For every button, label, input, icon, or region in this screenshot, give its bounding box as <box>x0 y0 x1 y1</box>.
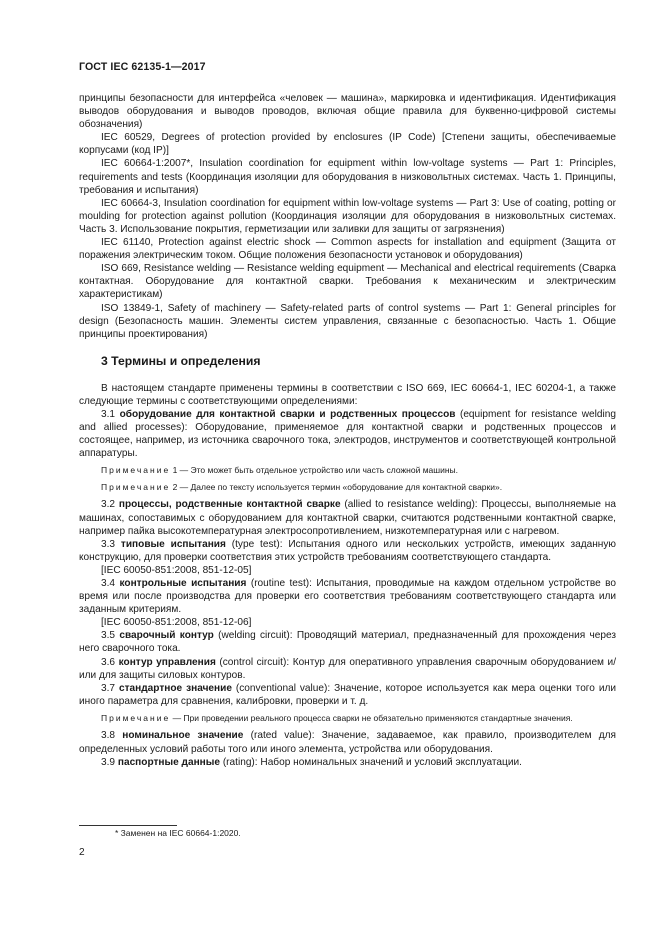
term-name: стандартное значение <box>119 682 232 694</box>
term-definition: (welding circuit): Проводящий материал, предназначенный для прохождения через него сварочного тока. <box>79 630 616 655</box>
section-heading: 3 Термины и определения <box>101 353 261 368</box>
term-3-8 <box>79 729 616 755</box>
term-definition: (rated value): Значение, задаваемое, как правило, производителем для определенных условий работы того или иного элемента, устройства или оборудования. <box>79 730 616 755</box>
term-3-4 <box>79 577 616 616</box>
term-definition: (equipment for resistance welding and allied processes): Оборудование, применяемое для контактной сварки и родственных процессов и состоящее, например, из источника сварочного тока, электродов, инструментов и соответствующей контрольной аппаратуры. <box>79 409 616 460</box>
reference-iso-13849-1: ISO 13849-1, Safety of machinery — Safety-related parts of control systems — Part 1: General principles for design (Безопасность машин. Элементы систем управления, связанные с безопасностью. Часть 1. Общие принципы проектирования) <box>79 302 616 340</box>
term-3-3 <box>79 538 616 564</box>
term-name: оборудование для контактной сварки и родственных процессов <box>119 409 456 421</box>
reference-iec-60664-1: IEC 60664-1:2007*, Insulation coordination for equipment within low-voltage systems — Part 1: Principles, requirements and tests (Координация изоляции для оборудования в низковольтных системах. Часть 1. Принципы, требования и испытания) <box>79 158 616 196</box>
note-text: — При проведении реального процесса сварки не обязательно применяются стандартные значения. <box>170 712 573 723</box>
note-3-7 <box>79 713 616 725</box>
footnote-divider <box>79 825 177 826</box>
note-text: 1 — Это может быть отдельное устройство или часть сложной машины. <box>170 465 459 476</box>
term-number: 3.1 <box>101 409 116 421</box>
term-name: паспортные данные <box>117 756 221 768</box>
term-number: 3.6 <box>101 656 116 668</box>
term-3-6 <box>79 656 616 682</box>
term-definition: (control circuit): Контур для оперативного управления сварочным оборудованием и/или для защиты силовых контуров. <box>79 656 616 681</box>
note-label: Примечание <box>101 712 171 723</box>
reference-iso-669: ISO 669, Resistance welding — Resistance welding equipment — Mechanical and electrical requirements (Сварка контактная. Оборудование для контактной сварки. Требования к механическим и электрическим характеристикам) <box>79 263 616 301</box>
term-3-2 <box>79 498 616 537</box>
term-name: процессы, родственные контактной сварке <box>118 499 341 511</box>
page-number: 2 <box>79 847 85 858</box>
reference-iec-60664-3: IEC 60664-3, Insulation coordination for equipment within low-voltage systems — Part 3: Use of coating, potting or moulding for protection against pollution (Координация изоляции для оборудования в низковольтных системах. Часть 3. Использование покрытия, герметизации или заливки для защиты от загрязнения) <box>79 197 616 235</box>
term-3-9 <box>79 756 616 769</box>
term-name: контрольные испытания <box>119 578 247 589</box>
term-number: 3.4 <box>101 578 116 589</box>
term-3-5 <box>79 629 616 655</box>
term-number: 3.9 <box>101 756 116 768</box>
note-1 <box>79 465 616 477</box>
term-3-1 <box>79 408 616 460</box>
term-3-4-source: [IEC 60050-851:2008, 851-12-06] <box>101 617 252 629</box>
term-number: 3.2 <box>101 499 116 511</box>
term-number: 3.8 <box>101 730 116 742</box>
term-definition: (conventional value): Значение, которое используется как мера оценки того или иного параметра для сравнения, калибровки, проверки и т. д. <box>79 682 616 707</box>
term-definition: (type test): Испытания одного или нескольких устройств, имеющих заданную конструкцию, для проверки соответствия этих устройств требованиям соответствующего стандарта. <box>79 538 616 563</box>
term-number: 3.7 <box>101 682 116 694</box>
section-intro: В настоящем стандарте применены термины в соответствии с ISO 669, IEC 60664-1, IEC 60204-1, а также следующие термины с соответствующими определениями: <box>79 382 616 407</box>
document-header: ГОСТ IEC 62135-1—2017 <box>79 61 206 73</box>
note-text: 2 — Далее по тексту используется термин «оборудование для контактной сварки». <box>170 481 503 492</box>
footnote: * Заменен на IEC 60664-1:2020. <box>115 828 241 838</box>
document-body <box>79 92 616 769</box>
term-name: номинальное значение <box>122 730 244 742</box>
term-name: контур управления <box>118 656 216 668</box>
term-definition: (routine test): Испытания, проводимые на каждом отдельном устройстве во время или после производства для проверки его соответствия требованиям соответствующего стандарта или заданным критериям. <box>79 578 616 616</box>
note-label: Примечание <box>101 465 171 476</box>
term-name: сварочный контур <box>119 630 214 642</box>
reference-continuation: принципы безопасности для интерфейса «человек — машина», маркировка и идентификация. Идентификация выводов оборудования и выводов проводов, включая общие правила для буквенно-цифровой системы обозначения) <box>79 93 616 131</box>
term-3-7 <box>79 682 616 708</box>
term-definition: (allied to resistance welding): Процессы, выполняемые на машинах, сопоставимых с оборудованием для контактной сварки, считаются родственными контактной сварке, например пайка высокотемпературная электросопротивлением, низкотемпературная или с нагревом. <box>79 499 616 537</box>
term-number: 3.5 <box>101 630 116 642</box>
note-2 <box>79 482 616 494</box>
term-3-3-source: [IEC 60050-851:2008, 851-12-05] <box>101 564 252 576</box>
note-label: Примечание <box>101 481 171 492</box>
reference-iec-60529: IEC 60529, Degrees of protection provided by enclosures (IP Code) [Степени защиты, обеспечиваемые корпусами (код IP)] <box>79 132 616 157</box>
reference-iec-61140: IEC 61140, Protection against electric shock — Common aspects for installation and equipment (Защита от поражения электрическим током. Общие положения безопасности установок и оборудования) <box>79 237 616 262</box>
term-definition: (rating): Набор номинальных значений и условий эксплуатации. <box>220 756 522 768</box>
term-name: типовые испытания <box>120 538 226 550</box>
term-number: 3.3 <box>101 538 116 550</box>
